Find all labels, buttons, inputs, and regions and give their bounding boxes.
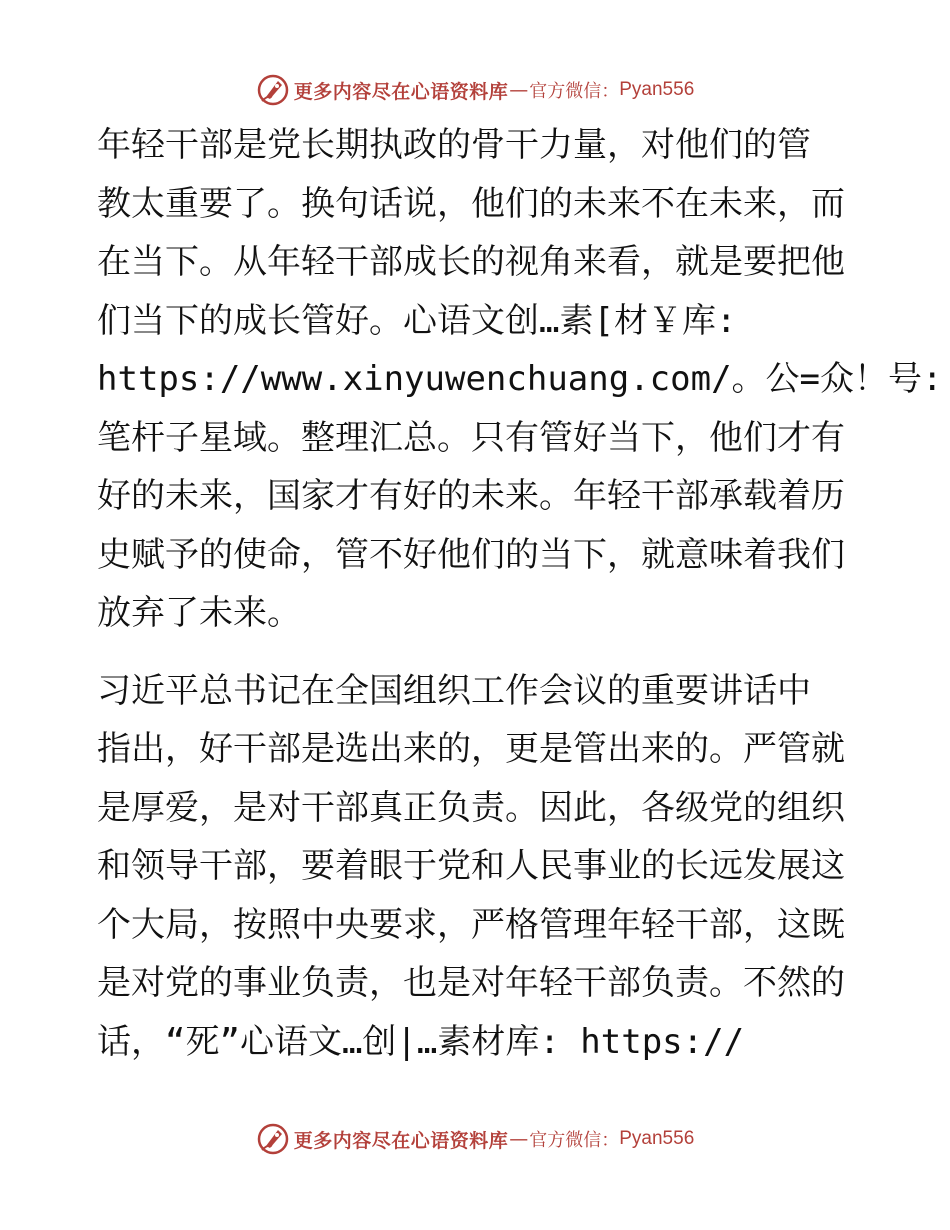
text-line: 个大局，按照中央要求，严格管理年轻干部，这既 [97,904,845,945]
banner-slogan: 更多内容尽在心语资料库 [293,1129,509,1152]
banner-separator: — [509,1128,529,1150]
pen-nib-logo-icon [256,1122,290,1156]
banner-wechat-id: Pyan556 [619,1128,695,1149]
header-banner [0,70,950,110]
text-line: 好的未来，国家才有好的未来。年轻干部承载着历 [97,476,845,516]
text-line: 指出，好干部是选出来的，更是管出来的。严管就 [97,729,845,769]
paragraph-gap [97,643,857,662]
paragraph-2 [97,662,857,1072]
text-line: 们当下的成长管好。心语文创…素[材￥库: [97,300,737,341]
text-line: 年轻干部是党长期执政的骨干力量，对他们的管 [97,125,811,165]
paragraph-1 [97,116,943,643]
banner-wechat-id: Pyan556 [619,79,695,100]
text-line: 习近平总书记在全国组织工作会议的重要讲话中 [97,670,811,711]
banner-wechat-label: 官方微信： [529,1130,620,1151]
text-line: 史赋予的使命，管不好他们的当下，就意味着我们 [97,534,845,575]
pen-nib-logo-icon [256,73,290,107]
document-body [97,116,943,1071]
banner-slogan: 更多内容尽在心语资料库 [293,80,509,103]
text-line: 是厚爱，是对干部真正负责。因此，各级党的组织 [97,787,845,828]
text-line: 话，“死”心语文…创|…素材库: https:// [97,1021,745,1062]
footer-banner [0,1119,950,1159]
banner-wechat-label: 官方微信： [529,81,620,102]
text-line: 笔杆子星域。整理汇总。只有管好当下，他们才有 [97,417,845,458]
text-line-url: https://www.xinyuwenchuang.com/。公=众！号: [97,359,943,399]
text-line: 放弃了未来。 [97,593,301,633]
text-line: 在当下。从年轻干部成长的视角来看，就是要把他 [97,242,845,282]
text-line: 教太重要了。换句话说，他们的未来不在未来，而 [97,183,845,224]
text-line: 和领导干部，要着眼于党和人民事业的长远发展这 [97,846,845,886]
banner-separator: — [509,79,529,101]
text-line: 是对党的事业负责，也是对年轻干部负责。不然的 [97,963,845,1003]
